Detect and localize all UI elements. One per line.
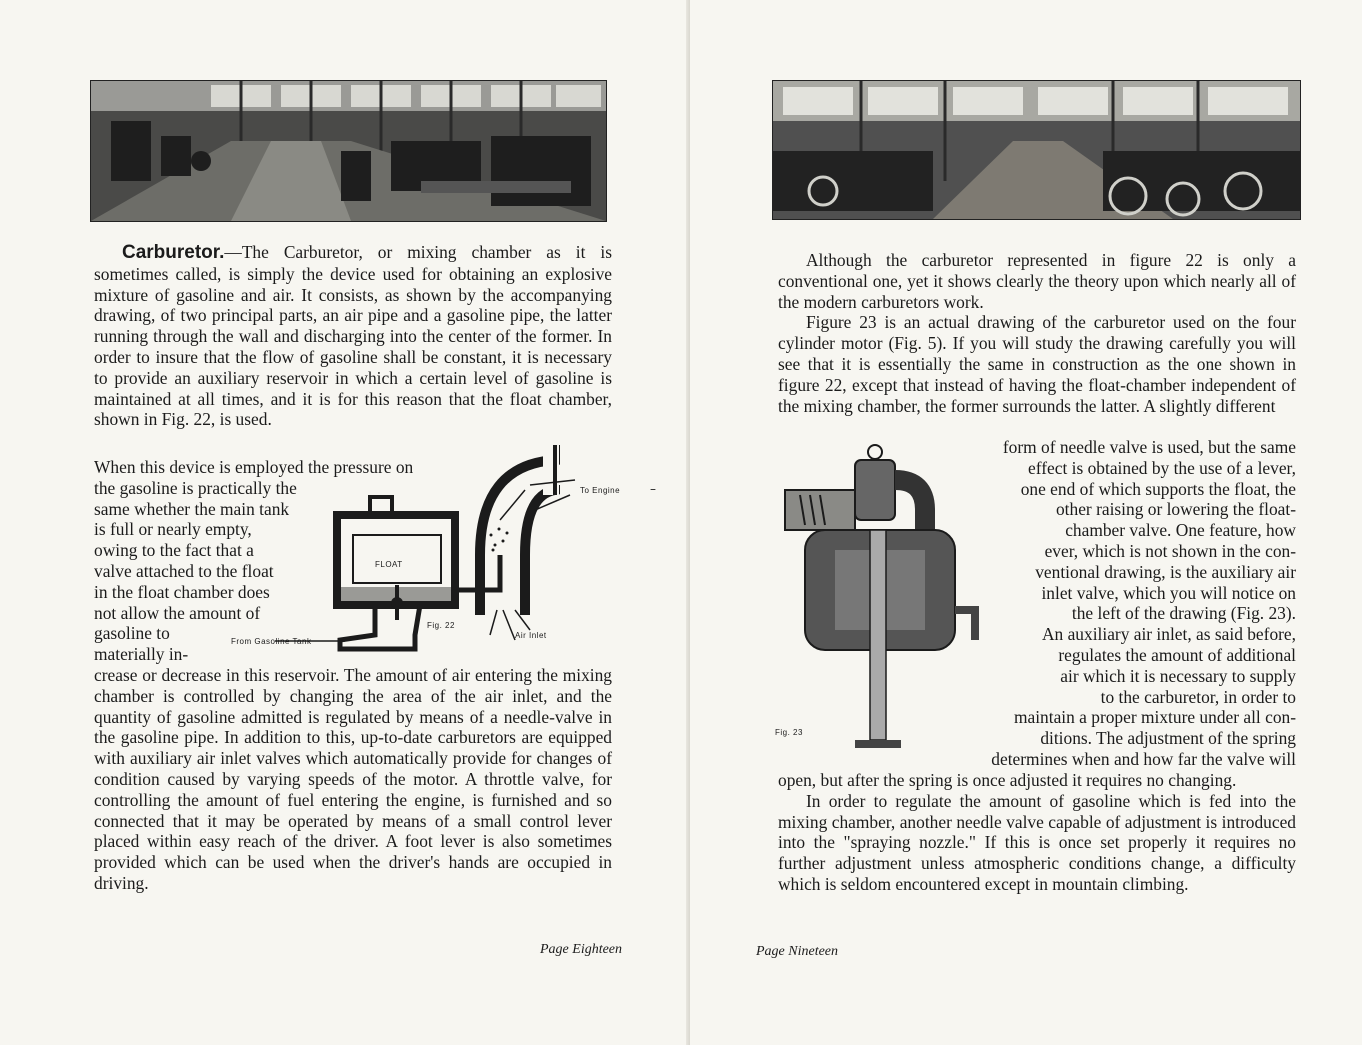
wrap-line: chamber valve. One feature, how — [1065, 520, 1296, 541]
from-tank-label: From Gasoline Tank — [231, 637, 312, 646]
wrap-line: form of needle valve is used, but the same — [1002, 437, 1296, 457]
wrap-line: in the float chamber does — [94, 581, 270, 602]
margin-dash: – — [650, 482, 656, 496]
wrap-line: regulates the amount of additional — [1058, 644, 1296, 665]
factory-photo-left — [90, 80, 607, 222]
air-inlet-label: Air Inlet — [515, 631, 547, 640]
wrap-line: maintain a proper mixture under all con- — [1013, 707, 1296, 728]
fig23-intro: Figure 23 is an actual drawing of the carburetor used on the four cylinder motor (Fig. 5). If you will study the drawing carefully you will see that it is essentially the same in construction as the one shown in figure 22, except that instead of having the float-chamber independent of the mixing chamber, the former surrounds the latter. A slightly different — [778, 312, 1296, 416]
wrap-line: same whether the main tank — [94, 498, 290, 519]
carburetor-diagram-fig22 — [225, 445, 645, 660]
to-engine-label: To Engine — [580, 486, 621, 495]
wrap-line: valve attached to the float — [94, 560, 274, 581]
float-label: FLOAT — [375, 560, 403, 569]
wrap-line: not allow the amount of — [94, 602, 261, 623]
wrap-line: When this device is employed the pressure on — [94, 457, 414, 477]
wrap-line: owing to the fact that a — [94, 540, 254, 561]
wrap-line: air which it is necessary to supply — [1060, 665, 1296, 686]
spring-paragraph-end: open, but after the spring is once adjusted it requires no changing. — [778, 770, 1237, 790]
wrap-line: ever, which is not shown in the con- — [1044, 540, 1296, 561]
wrap-line: ditions. The adjustment of the spring — [1040, 728, 1296, 749]
carburetor-intro: —The Carburetor, or mixing chamber as it is sometimes called, is simply the device used for obtaining an explosive mixture of gasoline and air. It consists, as shown by the accompanying drawing, of two principal parts, an air pipe and a gasoline pipe, the latter running through the wall and discharging into the center of the former. In order to insure that the flow of gasoline shall be constant, it is necessary to provide an auxiliary reservoir in which a certain level of gasoline is maintained at all times, and it is for this reason that the float chamber, shown in Fig. 22, is used. — [94, 242, 612, 430]
wrap-line: ventional drawing, is the auxiliary air — [1035, 561, 1296, 582]
wrap-line: materially in- — [94, 644, 189, 665]
wrap-line: An auxiliary air inlet, as said before, — [1041, 624, 1296, 645]
wrap-line: is full or nearly empty, — [94, 519, 252, 540]
wrap-line: the gasoline is practically the — [94, 477, 297, 498]
wrap-line: the left of the drawing (Fig. 23). — [1071, 603, 1296, 624]
wrap-line: effect is obtained by the use of a lever, — [1028, 457, 1296, 478]
section-heading: Carburetor. — [122, 242, 225, 263]
gasoline-regulation-paragraph: In order to regulate the amount of gasoline which is fed into the mixing chamber, another needle valve capable of adjustment is introduced into the "spraying nozzle." If this is once set properly it requires no further adjustment unless atmospheric conditions change, a difficulty which is seldom encountered except in mountain climbing. — [778, 790, 1296, 894]
wrap-line: other raising or lowering the float- — [1055, 499, 1296, 520]
right-body-top — [778, 250, 1296, 416]
right-page — [690, 0, 1362, 1045]
conventional-paragraph: Although the carburetor represented in figure 22 is only a conventional one, yet it shows clearly the theory upon which nearly all of the modern carburetors work. — [778, 250, 1296, 312]
wrap-line: gasoline to — [94, 623, 170, 644]
carburetor-continuation: crease or decrease in this reservoir. The amount of air entering the mixing chamber is controlled by changing the area of the air inlet, and the quantity of gasoline admitted is regulated by means of a needle-valve in the gasoline pipe. In addition to this, up-to-date carburetors are equipped with auxiliary air inlet valves which automatically provide for changes of condition caused by varying speeds of the motor. A throttle valve, for controlling the amount of fuel entering the engine, is furnished and so connected that it may be operated by means of a small control lever placed within easy reach of the driver. A foot lever is also sometimes provided which can be used when the driver's hands are occupied in driving. — [94, 665, 612, 893]
page-number-left: Page Eighteen — [540, 942, 623, 957]
right-wrap-block — [778, 437, 1296, 770]
left-body-bottom — [94, 665, 612, 894]
fig23-caption: Fig. 23 — [775, 728, 803, 737]
right-body-bottom — [778, 770, 1296, 895]
wrap-line: determines when and how far the valve will — [991, 748, 1296, 769]
factory-photo-right — [772, 80, 1301, 220]
wrap-line: one end of which supports the float, the — [1020, 478, 1296, 499]
wrap-line: to the carburetor, in order to — [1100, 686, 1296, 707]
fig22-caption: Fig. 22 — [427, 621, 455, 630]
left-body-top — [94, 242, 612, 430]
wrap-line: inlet valve, which you will notice on — [1041, 582, 1296, 603]
page-number-right: Page Nineteen — [756, 944, 839, 959]
